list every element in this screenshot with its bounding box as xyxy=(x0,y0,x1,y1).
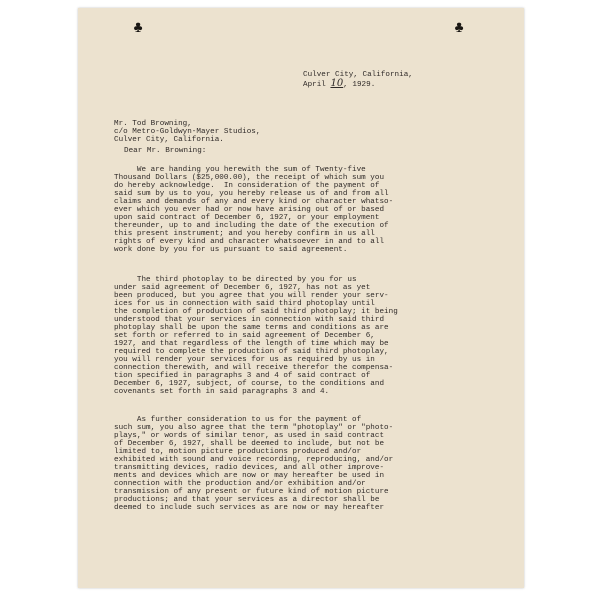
body-line: such sum, you also agree that the term "photoplay" or "photo- xyxy=(114,424,394,432)
body-line: ments and devices which are now or may hereafter be used in xyxy=(114,472,385,480)
body-line: work done by you for us pursuant to said agreement. xyxy=(114,246,348,254)
body-line: tion specified in paragraphs 3 and 4 of said contract of xyxy=(114,372,371,380)
dateline-month: April xyxy=(303,81,326,89)
body-line: understood that your services in connection with said third xyxy=(114,316,385,324)
salutation: Dear Mr. Browning: xyxy=(124,147,207,155)
body-line: transmitting devices, radio devices, and all other improve- xyxy=(114,464,385,472)
body-line: 1927, and that regardless of the length of time which may be xyxy=(114,340,389,348)
body-line: said sum by us to you, you hereby release us of and from all xyxy=(114,190,389,198)
body-line: do hereby acknowledge. In consideration of the payment of xyxy=(114,182,380,190)
body-line: this present instrument; and you hereby confirm in us all xyxy=(114,230,375,238)
body-line: ever which you ever had or now have arising out of or based xyxy=(114,206,385,214)
body-line: exhibited with sound and voice recording, reproducing, and/or xyxy=(114,456,394,464)
body-line: of December 6, 1927, shall be deemed to include, but not be xyxy=(114,440,385,448)
body-line: been produced, but you agree that you will render your serv- xyxy=(114,292,389,300)
body-line: thereunder, up to and including the date of the execution of xyxy=(114,222,389,230)
body-line: The third photoplay to be directed by you for us xyxy=(114,276,357,284)
dateline-date xyxy=(303,80,375,89)
handwritten-day: 10 xyxy=(330,78,344,89)
body-line: set forth or referred to in said agreement of December 6, xyxy=(114,332,375,340)
body-line: limited to, motion picture productions produced and/or xyxy=(114,448,362,456)
body-line: photoplay shall be upon the same terms and conditions as are xyxy=(114,324,389,332)
address-line: c/o Metro-Goldwyn-Mayer Studios, xyxy=(114,128,261,136)
body-line: We are handing you herewith the sum of Twenty-five xyxy=(114,166,366,174)
body-line: upon said contract of December 6, 1927, or your employment xyxy=(114,214,380,222)
body-line: rights of every kind and character whatsoever in and to all xyxy=(114,238,385,246)
body-line: claims and demands of any and every kind or character whatso- xyxy=(114,198,394,206)
body-line: December 6, 1927, subject, of course, to the conditions and xyxy=(114,380,385,388)
letter-page xyxy=(78,8,524,588)
body-line: productions; and that your services as a director shall be xyxy=(114,496,380,504)
body-line: Thousand Dollars ($25,000.00), the receipt of which sum you xyxy=(114,174,385,182)
body-line: required to complete the production of said third photoplay, xyxy=(114,348,389,356)
address-line: Mr. Tod Browning, xyxy=(114,120,192,128)
dateline-year: , 1929. xyxy=(343,81,376,89)
body-line: covenants set forth in said paragraphs 3 and 4. xyxy=(114,388,330,396)
body-line: under said agreement of December 6, 1927, has not as yet xyxy=(114,284,371,292)
body-line: connection with the production and/or exhibition and/or xyxy=(114,480,366,488)
dateline-city: Culver City, California, xyxy=(303,71,413,79)
body-line: deemed to include such services as are now or may hereafter xyxy=(114,504,385,512)
body-line: you will render your services for us as required by us in xyxy=(114,356,375,364)
body-line: connection therewith, and will receive therefor the compensa- xyxy=(114,364,394,372)
body-line: As further consideration to us for the payment of xyxy=(114,416,362,424)
body-line: transmission of any present or future kind of motion picture xyxy=(114,488,389,496)
body-line: the completion of production of said third photoplay; it being xyxy=(114,308,398,316)
address-line: Culver City, California. xyxy=(114,136,224,144)
body-line: ices for us in connection with said third photoplay until xyxy=(114,300,375,308)
body-line: plays," or words of similar tenor, as used in said contract xyxy=(114,432,385,440)
clover-punch-icon: ♣ xyxy=(454,19,464,37)
clover-punch-icon: ♣ xyxy=(133,19,143,37)
